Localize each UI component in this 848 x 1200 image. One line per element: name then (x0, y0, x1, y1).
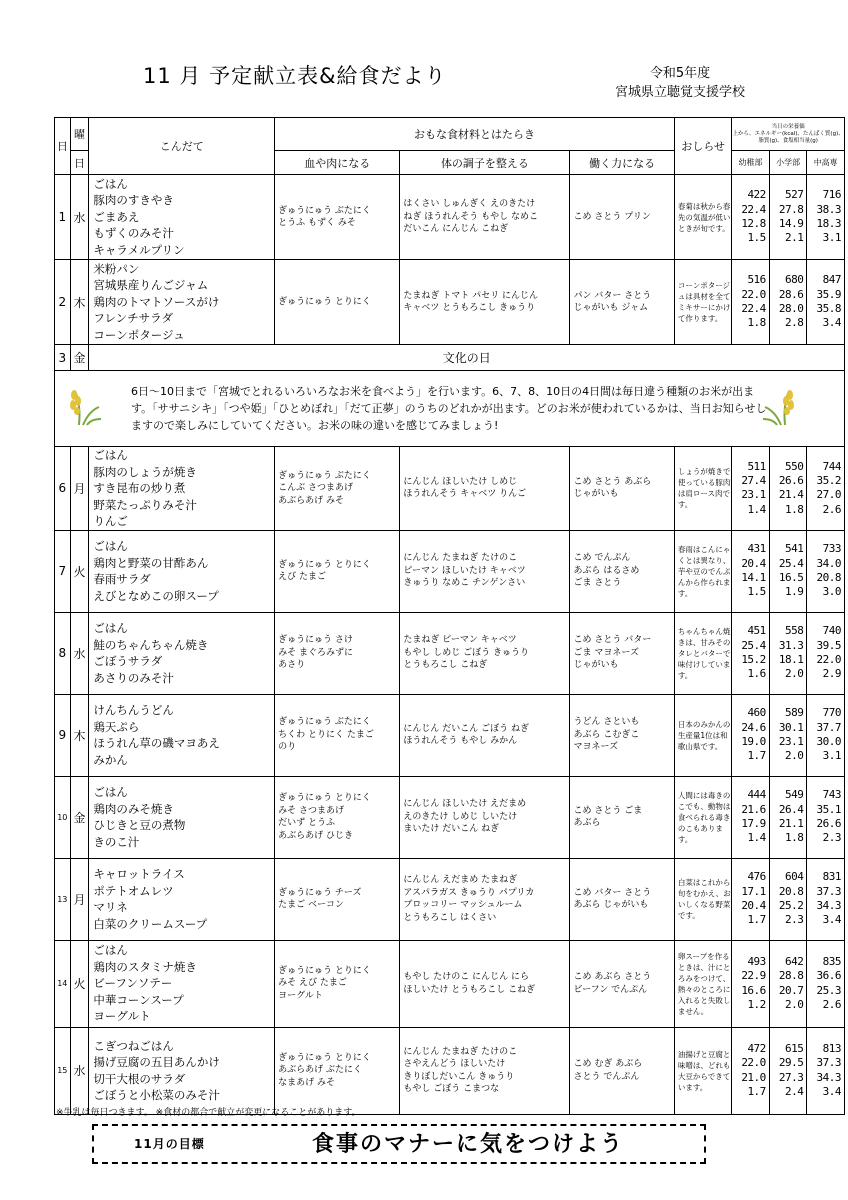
day-number: 15 (55, 1027, 71, 1114)
holiday-row (55, 345, 845, 371)
nutrition-k: 476 17.1 20.4 1.7 (732, 858, 770, 940)
dish-list: ごはん 豚肉のしょうが焼き すき昆布の炒り煮 野菜たっぷりみそ汁 りんご (89, 447, 275, 531)
nutrition-k: 422 22.4 12.8 1.5 (732, 175, 770, 260)
weekday: 火 (70, 530, 89, 612)
nutrition-j: 770 37.7 30.0 3.1 (807, 694, 845, 776)
goal-label: 11月の目標 (134, 1137, 205, 1151)
blood-ingredients: ぎゅうにゅう ぶたにく ちくわ とりにく たまご のり (275, 694, 400, 776)
body-ingredients: にんじん ほしいたけ えだまめ えのきたけ しめじ しいたけ まいたけ だいこん ねぎ (400, 776, 570, 858)
notice-text: 人間には毒きのこでも、動物は食べられる毒きのこもあります。 (674, 776, 731, 858)
notice-text: 白菜はこれから旬をむかえ、おいしくなる野菜です。 (674, 858, 731, 940)
blood-ingredients: ぎゅうにゅう ぶたにく こんぶ さつまあげ あぶらあげ みそ (275, 447, 400, 531)
nutrition-j: 835 36.6 25.3 2.6 (807, 940, 845, 1027)
dish-list: こぎつねごはん 揚げ豆腐の五目あんかけ 切干大根のサラダ ごぼうと小松菜のみそ汁 (89, 1027, 275, 1114)
weekday: 月 (70, 447, 89, 531)
blood-ingredients: ぎゅうにゅう とりにく みそ さつまあげ だいず とうふ あぶらあげ ひじき (275, 776, 400, 858)
nutrition-j: 740 39.5 22.0 2.9 (807, 612, 845, 694)
nutrition-k: 511 27.4 23.1 1.4 (732, 447, 770, 531)
energy-ingredients: こめ さとう バター ごま マヨネーズ じゃがいも (570, 612, 674, 694)
nutrition-j: 716 38.3 18.3 3.1 (807, 175, 845, 260)
energy-ingredients: こめ さとう ごま あぶら (570, 776, 674, 858)
blood-ingredients: ぎゅうにゅう ぶたにく とうふ もずく みそ (275, 175, 400, 260)
header-row-1 (55, 118, 845, 151)
day-row (55, 776, 845, 858)
body-ingredients: もやし たけのこ にんじん にら ほしいたけ とうもろこし こねぎ (400, 940, 570, 1027)
elementary-header: 小学部 (769, 151, 807, 175)
day-number: 6 (55, 447, 71, 531)
dish-list: ごはん 豚肉のすきやき ごまあえ もずくのみそ汁 キャラメルプリン (89, 175, 275, 260)
dish-list: けんちんうどん 鶏天ぷら ほうれん草の磯マヨあえ みかん (89, 694, 275, 776)
nutrition-e: 615 29.5 27.3 2.4 (769, 1027, 807, 1114)
school-name: 宮城県立聴覚支援学校 (615, 85, 746, 100)
notice-text: ちゃんちゃん焼きは、甘みそのタレとバターで味付けしています。 (674, 612, 731, 694)
nutrition-e: 642 28.8 20.7 2.0 (769, 940, 807, 1027)
weekday: 木 (70, 260, 89, 345)
holiday-day: 3 (55, 345, 71, 371)
nutrition-j: 743 35.1 26.6 2.3 (807, 776, 845, 858)
kinder-header: 幼稚部 (732, 151, 770, 175)
day-number: 7 (55, 530, 71, 612)
nutrition-k: 516 22.0 22.4 1.8 (732, 260, 770, 345)
weekday: 水 (70, 612, 89, 694)
junior-senior-header: 中高専 (807, 151, 845, 175)
monthly-goal-box (92, 1124, 706, 1164)
weekday: 火 (70, 940, 89, 1027)
body-ingredients: はくさい しゅんぎく えのきたけ ねぎ ほうれんそう もやし なめこ だいこん にんじん こねぎ (400, 175, 570, 260)
body-ingredients: たまねぎ ピーマン キャベツ もやし しめじ ごぼう きゅうり とうもろこし こねぎ (400, 612, 570, 694)
weekday: 水 (70, 1027, 89, 1114)
weekday-header-bottom: 日 (70, 151, 89, 175)
day-number: 8 (55, 612, 71, 694)
page-title: 11 月 予定献立表&給食だより (143, 64, 447, 88)
nutrition-k: 431 20.4 14.1 1.5 (732, 530, 770, 612)
day-row (55, 858, 845, 940)
weekday: 月 (70, 858, 89, 940)
nutrition-j: 744 35.2 27.0 2.6 (807, 447, 845, 531)
energy-ingredients: うどん さといも あぶら こむぎこ マヨネーズ (570, 694, 674, 776)
footnote: ※牛乳は毎日つきます。 ※食材の都合で献立が変更になることがあります。 (56, 1108, 361, 1118)
day-row (55, 175, 845, 260)
nutrition-j: 831 37.3 34.3 3.4 (807, 858, 845, 940)
day-number: 10 (55, 776, 71, 858)
nutrition-e: 589 30.1 23.1 2.0 (769, 694, 807, 776)
nutrition-k: 451 25.4 15.2 1.6 (732, 612, 770, 694)
notice-text: 春雨はこんにゃくとは異なり、芋や豆のでんぷんから作られます。 (674, 530, 731, 612)
day-row (55, 940, 845, 1027)
energy-ingredients: こめ さとう あぶら じゃがいも (570, 447, 674, 531)
goal-text: 食事のマナーに気をつけよう (312, 1132, 625, 1157)
day-row (55, 260, 845, 345)
day-number: 13 (55, 858, 71, 940)
nutrition-j: 847 35.9 35.8 3.4 (807, 260, 845, 345)
day-number: 1 (55, 175, 71, 260)
weekday-header-top: 曜 (70, 118, 89, 151)
ingredients-header: おもな食材料とはたらき (275, 118, 675, 151)
nutrition-k: 444 21.6 17.9 1.4 (732, 776, 770, 858)
nutrition-j: 813 37.3 34.3 3.4 (807, 1027, 845, 1114)
energy-ingredients: こめ さとう プリン (570, 175, 674, 260)
day-header: 日 (55, 118, 71, 175)
energy-header: 働く力になる (570, 151, 674, 175)
blood-ingredients: ぎゅうにゅう とりにく えび たまご (275, 530, 400, 612)
announcement-row (55, 371, 845, 447)
weekday: 金 (70, 776, 89, 858)
notice-text: コーンポタージュは具材を全てミキサーにかけて作ります。 (674, 260, 731, 345)
day-row (55, 1027, 845, 1114)
day-row (55, 612, 845, 694)
day-number: 2 (55, 260, 71, 345)
weekday: 水 (70, 175, 89, 260)
blood-ingredients: ぎゅうにゅう チーズ たまご ベーコン (275, 858, 400, 940)
nutrition-k: 493 22.9 16.6 1.2 (732, 940, 770, 1027)
announcement-text: 6日～10日まで「宮城でとれるいろいろなお米を食べよう」を行います。6、7、8、10日の4日間は毎日違う種類のお米が出ます。「ササニシキ」「つや姫」「ひとめぼれ」「だて正夢」のうちのどれかが出ます。どのお米が使われているかは、当日お知らせしますので楽しみにしていてください。お米の味の違いを感じてみましょう! (131, 385, 767, 432)
nutrition-k: 460 24.6 19.0 1.7 (732, 694, 770, 776)
blood-ingredients: ぎゅうにゅう とりにく あぶらあげ ぶたにく なまあげ みそ (275, 1027, 400, 1114)
body-ingredients: にんじん えだまめ たまねぎ アスパラガス きゅうり パプリカ ブロッコリー マッシュルーム とうもろこし はくさい (400, 858, 570, 940)
nutrition-e: 527 27.8 14.9 2.1 (769, 175, 807, 260)
menu-table (54, 117, 845, 1115)
rice-plant-icon (65, 385, 105, 429)
notice-header: おしらせ (674, 118, 731, 175)
body-ingredients: にんじん たまねぎ たけのこ ピーマン ほしいたけ キャベツ きゅうり なめこ チンゲンさい (400, 530, 570, 612)
dish-list: ごはん 鶏肉と野菜の甘酢あん 春雨サラダ えびとなめこの卵スープ (89, 530, 275, 612)
dish-list: ごはん 鶏肉のみそ焼き ひじきと豆の煮物 きのこ汁 (89, 776, 275, 858)
blood-ingredients: ぎゅうにゅう とりにく (275, 260, 400, 345)
nutrition-e: 550 26.6 21.4 1.8 (769, 447, 807, 531)
notice-text: しょうが焼きで使っている豚肉は肩ロース肉です。 (674, 447, 731, 531)
nutrition-e: 558 31.3 18.1 2.0 (769, 612, 807, 694)
day-row (55, 694, 845, 776)
nutrition-e: 604 20.8 25.2 2.3 (769, 858, 807, 940)
nutrition-e: 549 26.4 21.1 1.8 (769, 776, 807, 858)
energy-ingredients: こめ あぶら さとう ビーフン でんぷん (570, 940, 674, 1027)
body-ingredients: たまねぎ トマト パセリ にんじん キャベツ とうもろこし きゅうり (400, 260, 570, 345)
weekday: 木 (70, 694, 89, 776)
dish-list: 米粉パン 宮城県産りんごジャム 鶏肉のトマトソースがけ フレンチサラダ コーンポタージュ (89, 260, 275, 345)
school-year: 令和5年度 (649, 66, 711, 81)
blood-ingredients: ぎゅうにゅう とりにく みそ えび たまご ヨーグルト (275, 940, 400, 1027)
dish-list: ごはん 鮭のちゃんちゃん焼き ごぼうサラダ あさりのみそ汁 (89, 612, 275, 694)
nutrition-e: 541 25.4 16.5 1.9 (769, 530, 807, 612)
blood-ingredients: ぎゅうにゅう さけ みそ まぐろみずに あさり (275, 612, 400, 694)
notice-text: 春菊は秋から春先の気温が低いときが旬です。 (674, 175, 731, 260)
energy-ingredients: こめ でんぷん あぶら はるさめ ごま さとう (570, 530, 674, 612)
nutrition-header: 当日の栄養価 上から、エネルギー(kcal)、たんぱく質(g)、脂質(g)、食塩相当量(g) (732, 118, 845, 151)
energy-ingredients: こめ むぎ あぶら さとう でんぷん (570, 1027, 674, 1114)
day-number: 9 (55, 694, 71, 776)
body-header: 体の調子を整える (400, 151, 570, 175)
holiday-name: 文化の日 (89, 345, 845, 371)
day-number: 14 (55, 940, 71, 1027)
menu-header: こんだて (89, 118, 275, 175)
nutrition-e: 680 28.6 28.0 2.8 (769, 260, 807, 345)
body-ingredients: にんじん ほしいたけ しめじ ほうれんそう キャベツ りんご (400, 447, 570, 531)
holiday-weekday: 金 (70, 345, 89, 371)
nutrition-j: 733 34.0 20.8 3.0 (807, 530, 845, 612)
body-ingredients: にんじん だいこん ごぼう ねぎ ほうれんそう もやし みかん (400, 694, 570, 776)
day-row (55, 530, 845, 612)
body-ingredients: にんじん たまねぎ たけのこ さやえんどう ほしいたけ きりぼしだいこん きゅうり もやし ごぼう こまつな (400, 1027, 570, 1114)
day-row (55, 447, 845, 531)
notice-text: 油揚げと豆腐と味噌は、どれも大豆からできています。 (674, 1027, 731, 1114)
nutrition-k: 472 22.0 21.0 1.7 (732, 1027, 770, 1114)
blood-header: 血や肉になる (275, 151, 400, 175)
announcement-cell (55, 371, 845, 447)
rice-plant-icon (759, 385, 799, 429)
school-info (615, 64, 745, 102)
energy-ingredients: こめ バター さとう あぶら じゃがいも (570, 858, 674, 940)
notice-text: 日本のみかんの生産量1位は和歌山県です。 (674, 694, 731, 776)
dish-list: ごはん 鶏肉のスタミナ焼き ビーフンソテー 中華コーンスープ ヨーグルト (89, 940, 275, 1027)
energy-ingredients: パン バター さとう じゃがいも ジャム (570, 260, 674, 345)
notice-text: 卵スープを作るときは、汁にとろみをつけて、熱々のところに入れると失敗しません。 (674, 940, 731, 1027)
dish-list: キャロットライス ポテトオムレツ マリネ 白菜のクリームスープ (89, 858, 275, 940)
